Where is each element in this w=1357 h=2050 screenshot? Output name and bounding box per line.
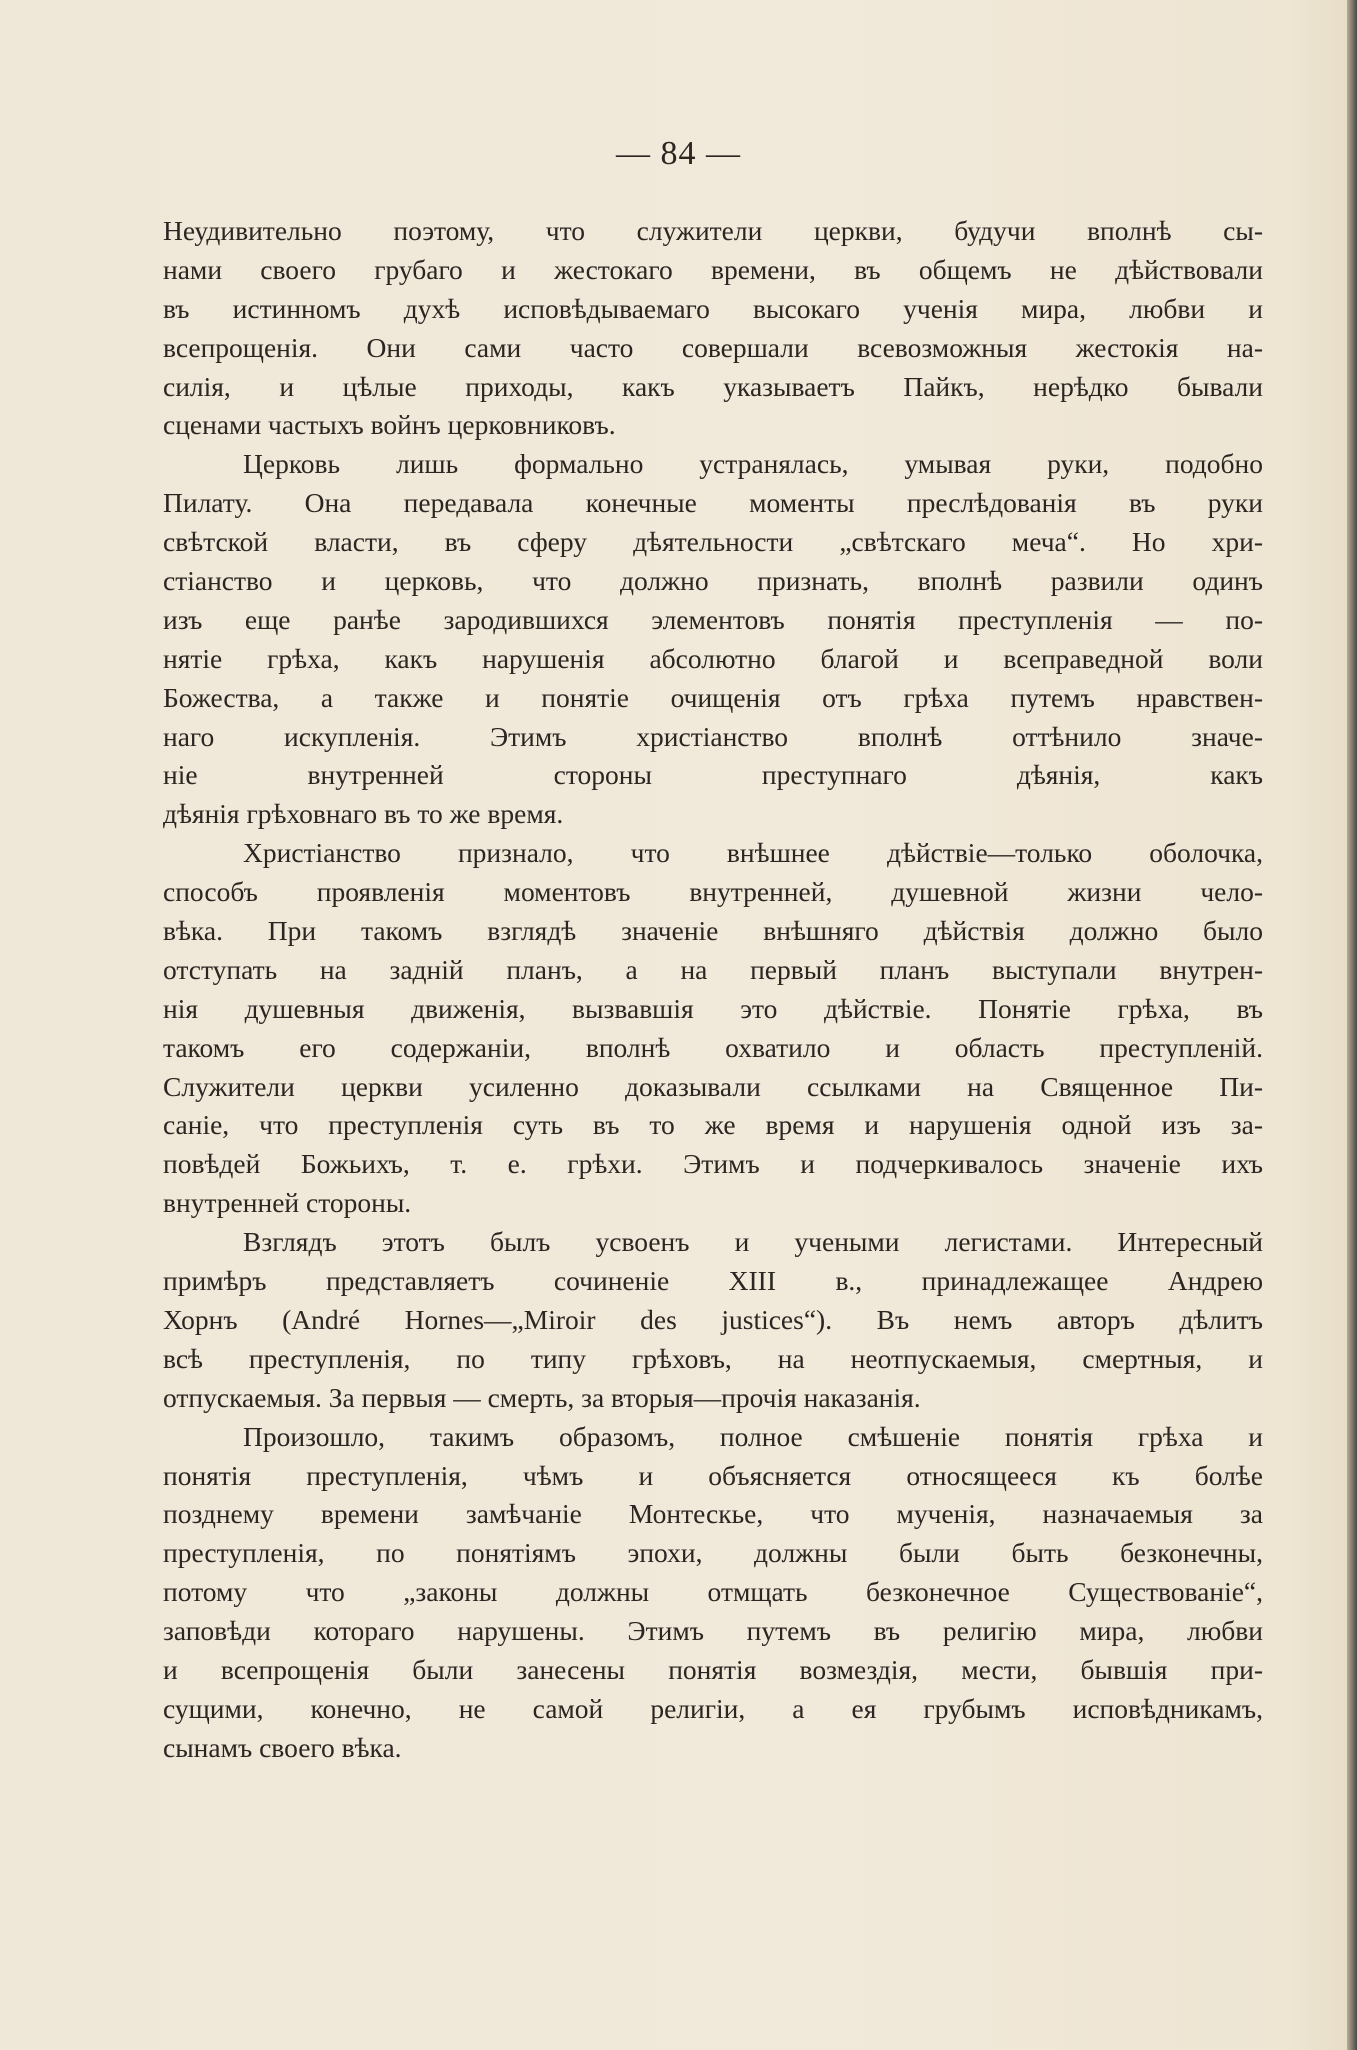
text-line: Служители церкви усиленно доказывали ссылками на Священное Пи- — [163, 1070, 1263, 1102]
text-line: Взглядъ этотъ былъ усвоенъ и учеными легистами. Интересный — [243, 1226, 1263, 1258]
text-line: нами своего грубаго и жестокаго времени, въ общемъ не дѣйствовали — [163, 253, 1263, 285]
text-line: въ истинномъ духѣ исповѣдываемаго высокаго ученія мира, любви и — [163, 292, 1263, 324]
text-line: вѣка. При такомъ взглядѣ значеніе внѣшняго дѣйствія должно было — [163, 915, 1263, 947]
text-line: повѣдей Божьихъ, т. е. грѣхи. Этимъ и подчеркивалось значеніе ихъ — [163, 1148, 1263, 1180]
text-line: такомъ его содержаніи, вполнѣ охватило и область преступленій. — [163, 1031, 1263, 1063]
text-line: преступленія, по понятіямъ эпохи, должны были быть безконечны, — [163, 1537, 1263, 1569]
text-line: Хорнъ (André Hornes—„Miroir des justices“). Въ немъ авторъ дѣлитъ — [163, 1303, 1263, 1335]
text-line: и всепрощенія были занесены понятія возмездія, мести, бывшія при- — [163, 1653, 1263, 1685]
text-line: сынамъ своего вѣка. — [163, 1731, 402, 1763]
text-line: наго искупленія. Этимъ христіанство вполнѣ оттѣнило значе- — [163, 720, 1263, 752]
text-line: понятія преступленія, чѣмъ и объясняется относящееся къ болѣе — [163, 1459, 1263, 1491]
text-line: стіанство и церковь, что должно признать, вполнѣ развили одинъ — [163, 565, 1263, 597]
text-line: примѣръ представляетъ сочиненіе XIII в., принадлежащее Андрею — [163, 1265, 1263, 1297]
text-line: позднему времени замѣчаніе Монтескье, что мученія, назначаемыя за — [163, 1498, 1263, 1530]
body-text — [163, 212, 1263, 1768]
text-line: силія, и цѣлые приходы, какъ указываетъ Пайкъ, нерѣдко бывали — [163, 370, 1263, 402]
text-line: отпускаемыя. За первыя — смерть, за вторыя—прочія наказанія. — [163, 1381, 921, 1413]
text-line: свѣтской власти, въ сферу дѣятельности „свѣтскаго меча“. Но хри- — [163, 526, 1263, 558]
text-line: сценами частыхъ войнъ церковниковъ. — [163, 409, 616, 441]
text-line: Христіанство признало, что внѣшнее дѣйствіе—только оболочка, — [243, 837, 1263, 869]
text-line: Церковь лишь формально устранялась, умывая руки, подобно — [243, 448, 1263, 480]
page-number: — 84 — — [616, 135, 741, 172]
page-edge — [1347, 0, 1357, 2050]
text-line: Неудивительно поэтому, что служители церкви, будучи вполнѣ сы- — [163, 215, 1263, 246]
text-line: ніе внутренней стороны преступнаго дѣянія, какъ — [163, 759, 1263, 791]
text-line: отступать на задній планъ, а на первый планъ выступали внутрен- — [163, 953, 1263, 985]
text-line: Пилату. Она передавала конечные моменты преслѣдованія въ руки — [163, 487, 1263, 519]
text-line: потому что „законы должны отмщать безконечное Существованіе“, — [163, 1576, 1263, 1608]
text-line: внутренней стороны. — [163, 1187, 412, 1219]
text-line: дѣянія грѣховнаго въ то же время. — [163, 798, 564, 830]
text-line: заповѣди котораго нарушены. Этимъ путемъ въ религію мира, любви — [163, 1615, 1263, 1647]
text-line: саніе, что преступленія суть въ то же время и нарушенія одной изъ за- — [163, 1109, 1263, 1141]
text-line: Произошло, такимъ образомъ, полное смѣшеніе понятія грѣха и — [243, 1420, 1263, 1452]
text-line: Божества, а также и понятіе очищенія отъ грѣха путемъ нравствен- — [163, 681, 1263, 713]
text-line: всепрощенія. Они сами часто совершали всевозможныя жестокія на- — [163, 331, 1263, 363]
text-line: нятіе грѣха, какъ нарушенія абсолютно благой и всеправедной воли — [163, 642, 1263, 674]
text-line: способъ проявленія моментовъ внутренней, душевной жизни чело- — [163, 876, 1263, 908]
text-line: изъ еще ранѣе зародившихся элементовъ понятія преступленія — по- — [163, 603, 1263, 635]
text-line: всѣ преступленія, по типу грѣховъ, на неотпускаемыя, смертныя, и — [163, 1342, 1263, 1374]
text-line: сущими, конечно, не самой религіи, а ея грубымъ исповѣдникамъ, — [163, 1692, 1263, 1724]
text-line: нія душевныя движенія, вызвавшія это дѣйствіе. Понятіе грѣха, въ — [163, 992, 1263, 1024]
